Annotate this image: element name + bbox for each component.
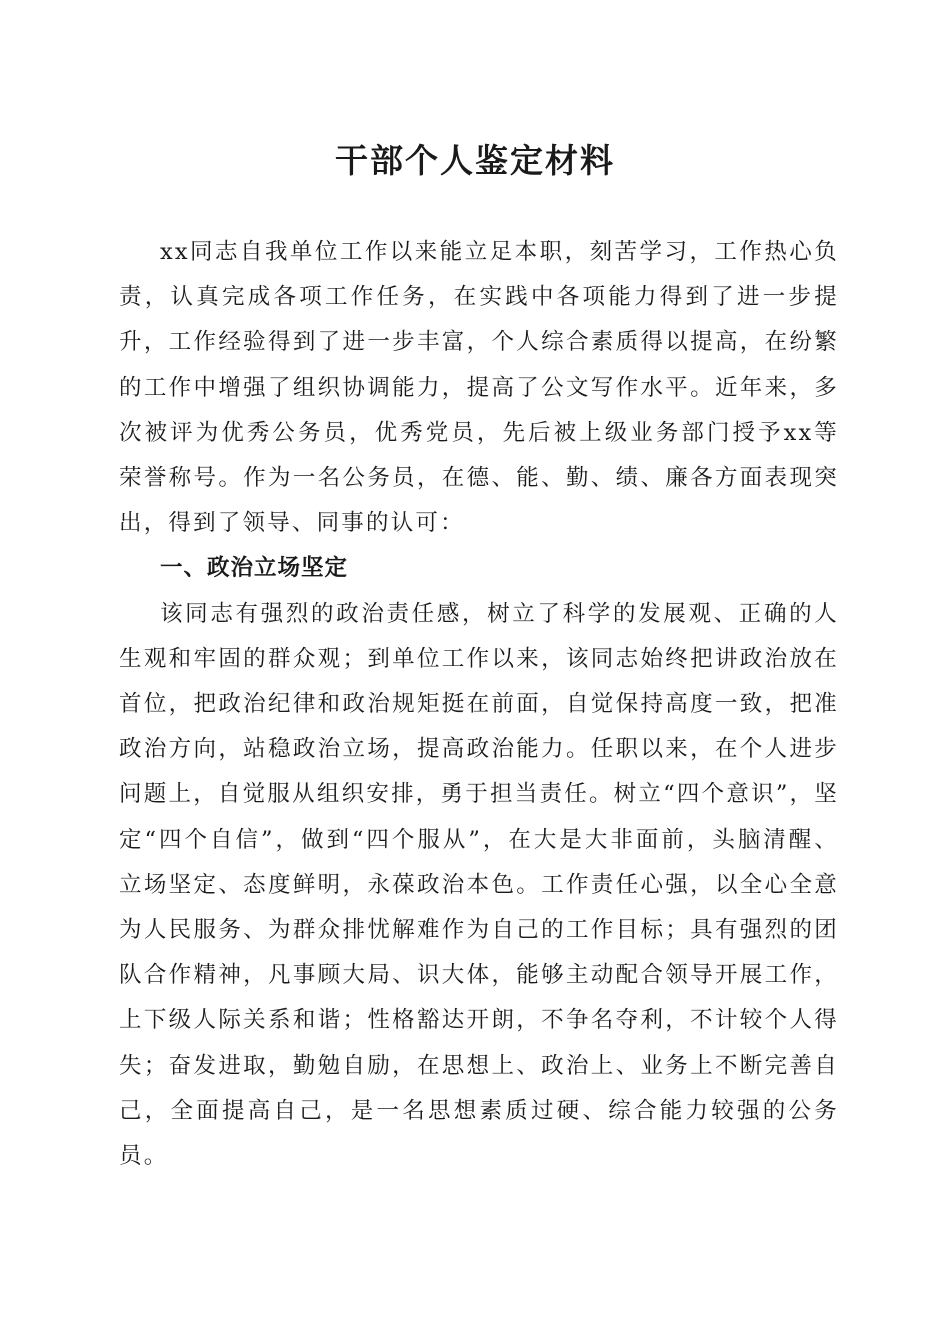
- document-body: [119, 230, 839, 1179]
- section-heading: 一、政治立场坚定: [160, 555, 349, 582]
- section-paragraph: 该同志有强烈的政治责任感，树立了科学的发展观、正确的人生观和牢固的群众观；到单位工作以来，该同志始终把讲政治放在首位，把政治纪律和政治规矩挺在前面，自觉保持高度一致，把准政治方向，站稳政治立场，提高政治能力。任职以来，在个人进步问题上，自觉服从组织安排，勇于担当责任。树立“四个意识”，坚定“四个自信”，做到“四个服从”，在大是大非面前，头脑清醒、立场坚定、态度鲜明，永葆政治本色。工作责任心强，以全心全意为人民服务、为群众排忧解难作为自己的工作目标；具有强烈的团队合作精神，凡事顾大局、识大体，能够主动配合领导开展工作，上下级人际关系和谐；性格豁达开朗，不争名夺利，不计较个人得失；奋发进取，勤勉自励，在思想上、政治上、业务上不断完善自己，全面提高自己，是一名思想素质过硬、综合能力较强的公务员。: [119, 600, 839, 1170]
- intro-paragraph: xx同志自我单位工作以来能立足本职，刻苦学习，工作热心负责，认真完成各项工作任务，在实践中各项能力得到了进一步提升，工作经验得到了进一步丰富，个人综合素质得以提高，在纷繁的工作中增强了组织协调能力，提高了公文写作水平。近年来，多次被评为优秀公务员，优秀党员，先后被上级业务部门授予xx等荣誉称号。作为一名公务员，在德、能、勤、绩、廉各方面表现突出，得到了领导、同事的认可：: [119, 239, 839, 537]
- document-title: 干部个人鉴定材料: [335, 141, 615, 180]
